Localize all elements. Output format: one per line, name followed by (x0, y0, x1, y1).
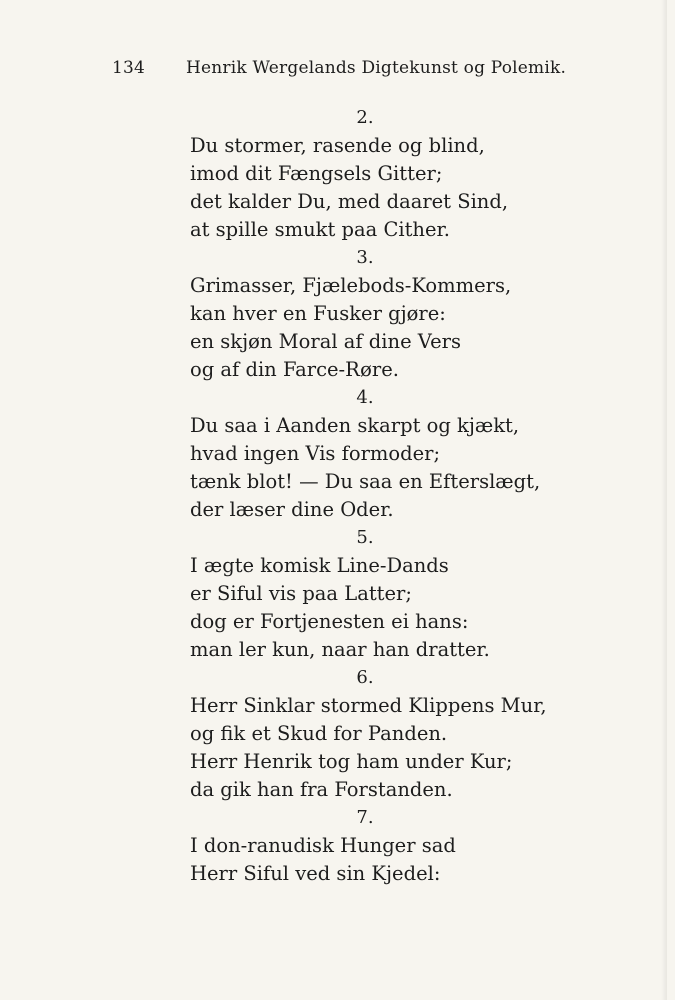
verse-line: Herr Sinklar stormed Klippens Mur, (190, 694, 547, 717)
verse-line: og af din Farce-Røre. (190, 358, 399, 381)
stanza (190, 524, 570, 664)
page-edge-shadow (661, 0, 667, 1000)
verse-line: kan hver en Fusker gjøre: (190, 302, 446, 325)
stanza-number: 3. (356, 247, 374, 268)
verse-line: imod dit Fængsels Gitter; (190, 162, 443, 185)
verse-line: Du stormer, rasende og blind, (190, 134, 485, 157)
verse-line: I ægte komisk Line-Dands (190, 554, 449, 577)
page-number: 134 (112, 58, 146, 78)
stanza (190, 244, 570, 384)
verse-line: Du saa i Aanden skarpt og kjækt, (190, 414, 520, 437)
stanza-number: 5. (356, 527, 374, 548)
verse-line: der læser dine Oder. (190, 498, 394, 521)
verse-line: at spille smukt paa Cither. (190, 218, 450, 241)
verse-line: er Siful vis paa Latter; (190, 582, 412, 605)
stanza (190, 664, 570, 804)
stanza-number: 2. (356, 107, 374, 128)
verse-line: I don-ranudisk Hunger sad (190, 834, 456, 857)
verse-line: tænk blot! — Du saa en Efterslægt, (190, 470, 541, 493)
verse-line: hvad ingen Vis formoder; (190, 442, 441, 465)
verse-line: Grimasser, Fjælebods-Kommers, (190, 274, 512, 297)
stanza-number: 7. (356, 807, 374, 828)
page-header (112, 58, 567, 84)
stanza (190, 804, 570, 888)
verse-line: Herr Siful ved sin Kjedel: (190, 862, 441, 885)
stanza-number: 4. (356, 387, 374, 408)
verse-line: og fik et Skud for Panden. (190, 722, 448, 745)
verse-line: en skjøn Moral af dine Vers (190, 330, 461, 353)
stanza-number: 6. (356, 667, 374, 688)
verse-line: da gik han fra Forstanden. (190, 778, 453, 801)
poem (190, 104, 570, 888)
stanza (190, 104, 570, 244)
verse-line: dog er Fortjenesten ei hans: (190, 610, 469, 633)
verse-line: Herr Henrik tog ham under Kur; (190, 750, 513, 773)
verse-line: man ler kun, naar han dratter. (190, 638, 490, 661)
stanza (190, 384, 570, 524)
verse-line: det kalder Du, med daaret Sind, (190, 190, 509, 213)
running-title: Henrik Wergelands Digtekunst og Polemik. (186, 58, 567, 78)
